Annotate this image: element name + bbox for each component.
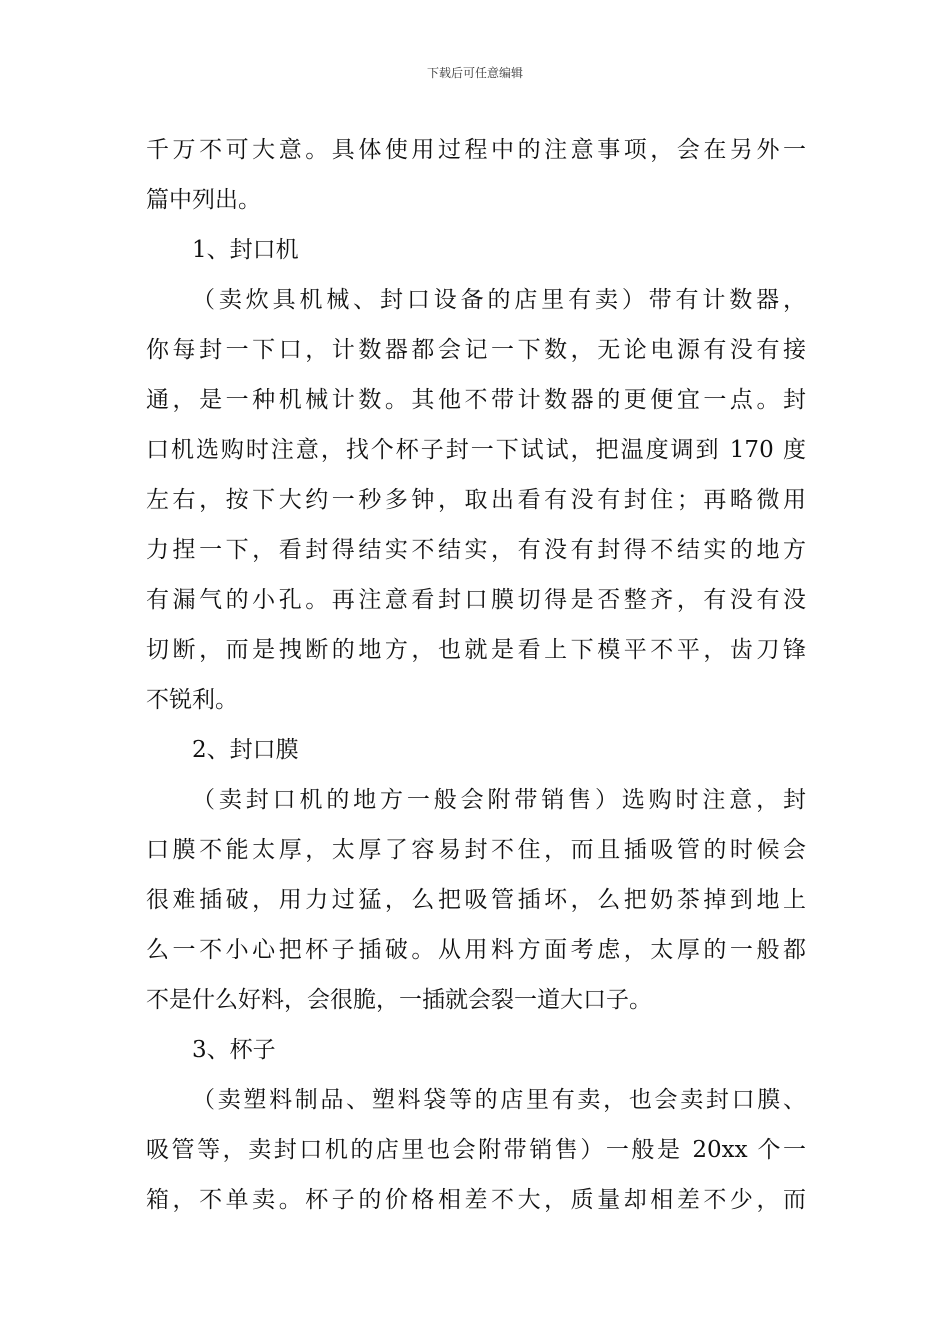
text-line: 千万不可大意。具体使用过程中的注意事项，会在另外一 bbox=[146, 137, 806, 163]
text-line: （卖塑料制品、塑料袋等的店里有卖，也会卖封口膜、 bbox=[192, 1087, 806, 1113]
text-line: 口膜不能太厚，太厚了容易封不住，而且插吸管的时候会 bbox=[146, 837, 806, 863]
text-line: 箱，不单卖。杯子的价格相差不大，质量却相差不少，而 bbox=[146, 1187, 806, 1213]
text-line: 你每封一下口，计数器都会记一下数，无论电源有没有接 bbox=[146, 337, 806, 363]
text-line: 通，是一种机械计数。其他不带计数器的更便宜一点。封 bbox=[146, 387, 806, 413]
text-line: 力捏一下，看封得结实不结实，有没有封得不结实的地方 bbox=[146, 537, 806, 563]
text-line: 很难插破，用力过猛，么把吸管插坏，么把奶茶掉到地上 bbox=[146, 887, 806, 913]
section-heading bbox=[146, 1025, 806, 1075]
page-header: 下载后可任意编辑 bbox=[426, 66, 523, 80]
paragraph bbox=[146, 125, 806, 225]
heading-text: 1、封口机 bbox=[192, 237, 299, 263]
text-line: 吸管等，卖封口机的店里也会附带销售）一般是 20xx 个一 bbox=[146, 1137, 806, 1163]
heading-text: 3、杯子 bbox=[192, 1037, 276, 1063]
text-line: 切断，而是拽断的地方，也就是看上下模平不平，齿刀锋 bbox=[146, 637, 806, 663]
section-heading bbox=[146, 725, 806, 775]
text-line: 有漏气的小孔。再注意看封口膜切得是否整齐，有没有没 bbox=[146, 587, 806, 613]
text-line: 么一不小心把杯子插破。从用料方面考虑，太厚的一般都 bbox=[146, 937, 806, 963]
document-body bbox=[146, 125, 806, 1225]
text-line: 左右，按下大约一秒多钟，取出看有没有封住；再略微用 bbox=[146, 487, 806, 513]
text-line: （卖封口机的地方一般会附带销售）选购时注意，封 bbox=[192, 787, 806, 813]
paragraph bbox=[146, 1075, 806, 1225]
text-line: 不是什么好料，会很脆，一插就会裂一道大口子。 bbox=[146, 987, 652, 1013]
heading-text: 2、封口膜 bbox=[192, 737, 299, 763]
text-line: 口机选购时注意，找个杯子封一下试试，把温度调到 170 度 bbox=[146, 437, 806, 463]
text-line: 篇中列出。 bbox=[146, 187, 261, 213]
section-heading bbox=[146, 225, 806, 275]
paragraph bbox=[146, 275, 806, 725]
text-line: （卖炊具机械、封口设备的店里有卖）带有计数器， bbox=[192, 287, 806, 313]
paragraph bbox=[146, 775, 806, 1025]
text-line: 不锐利。 bbox=[146, 687, 238, 713]
